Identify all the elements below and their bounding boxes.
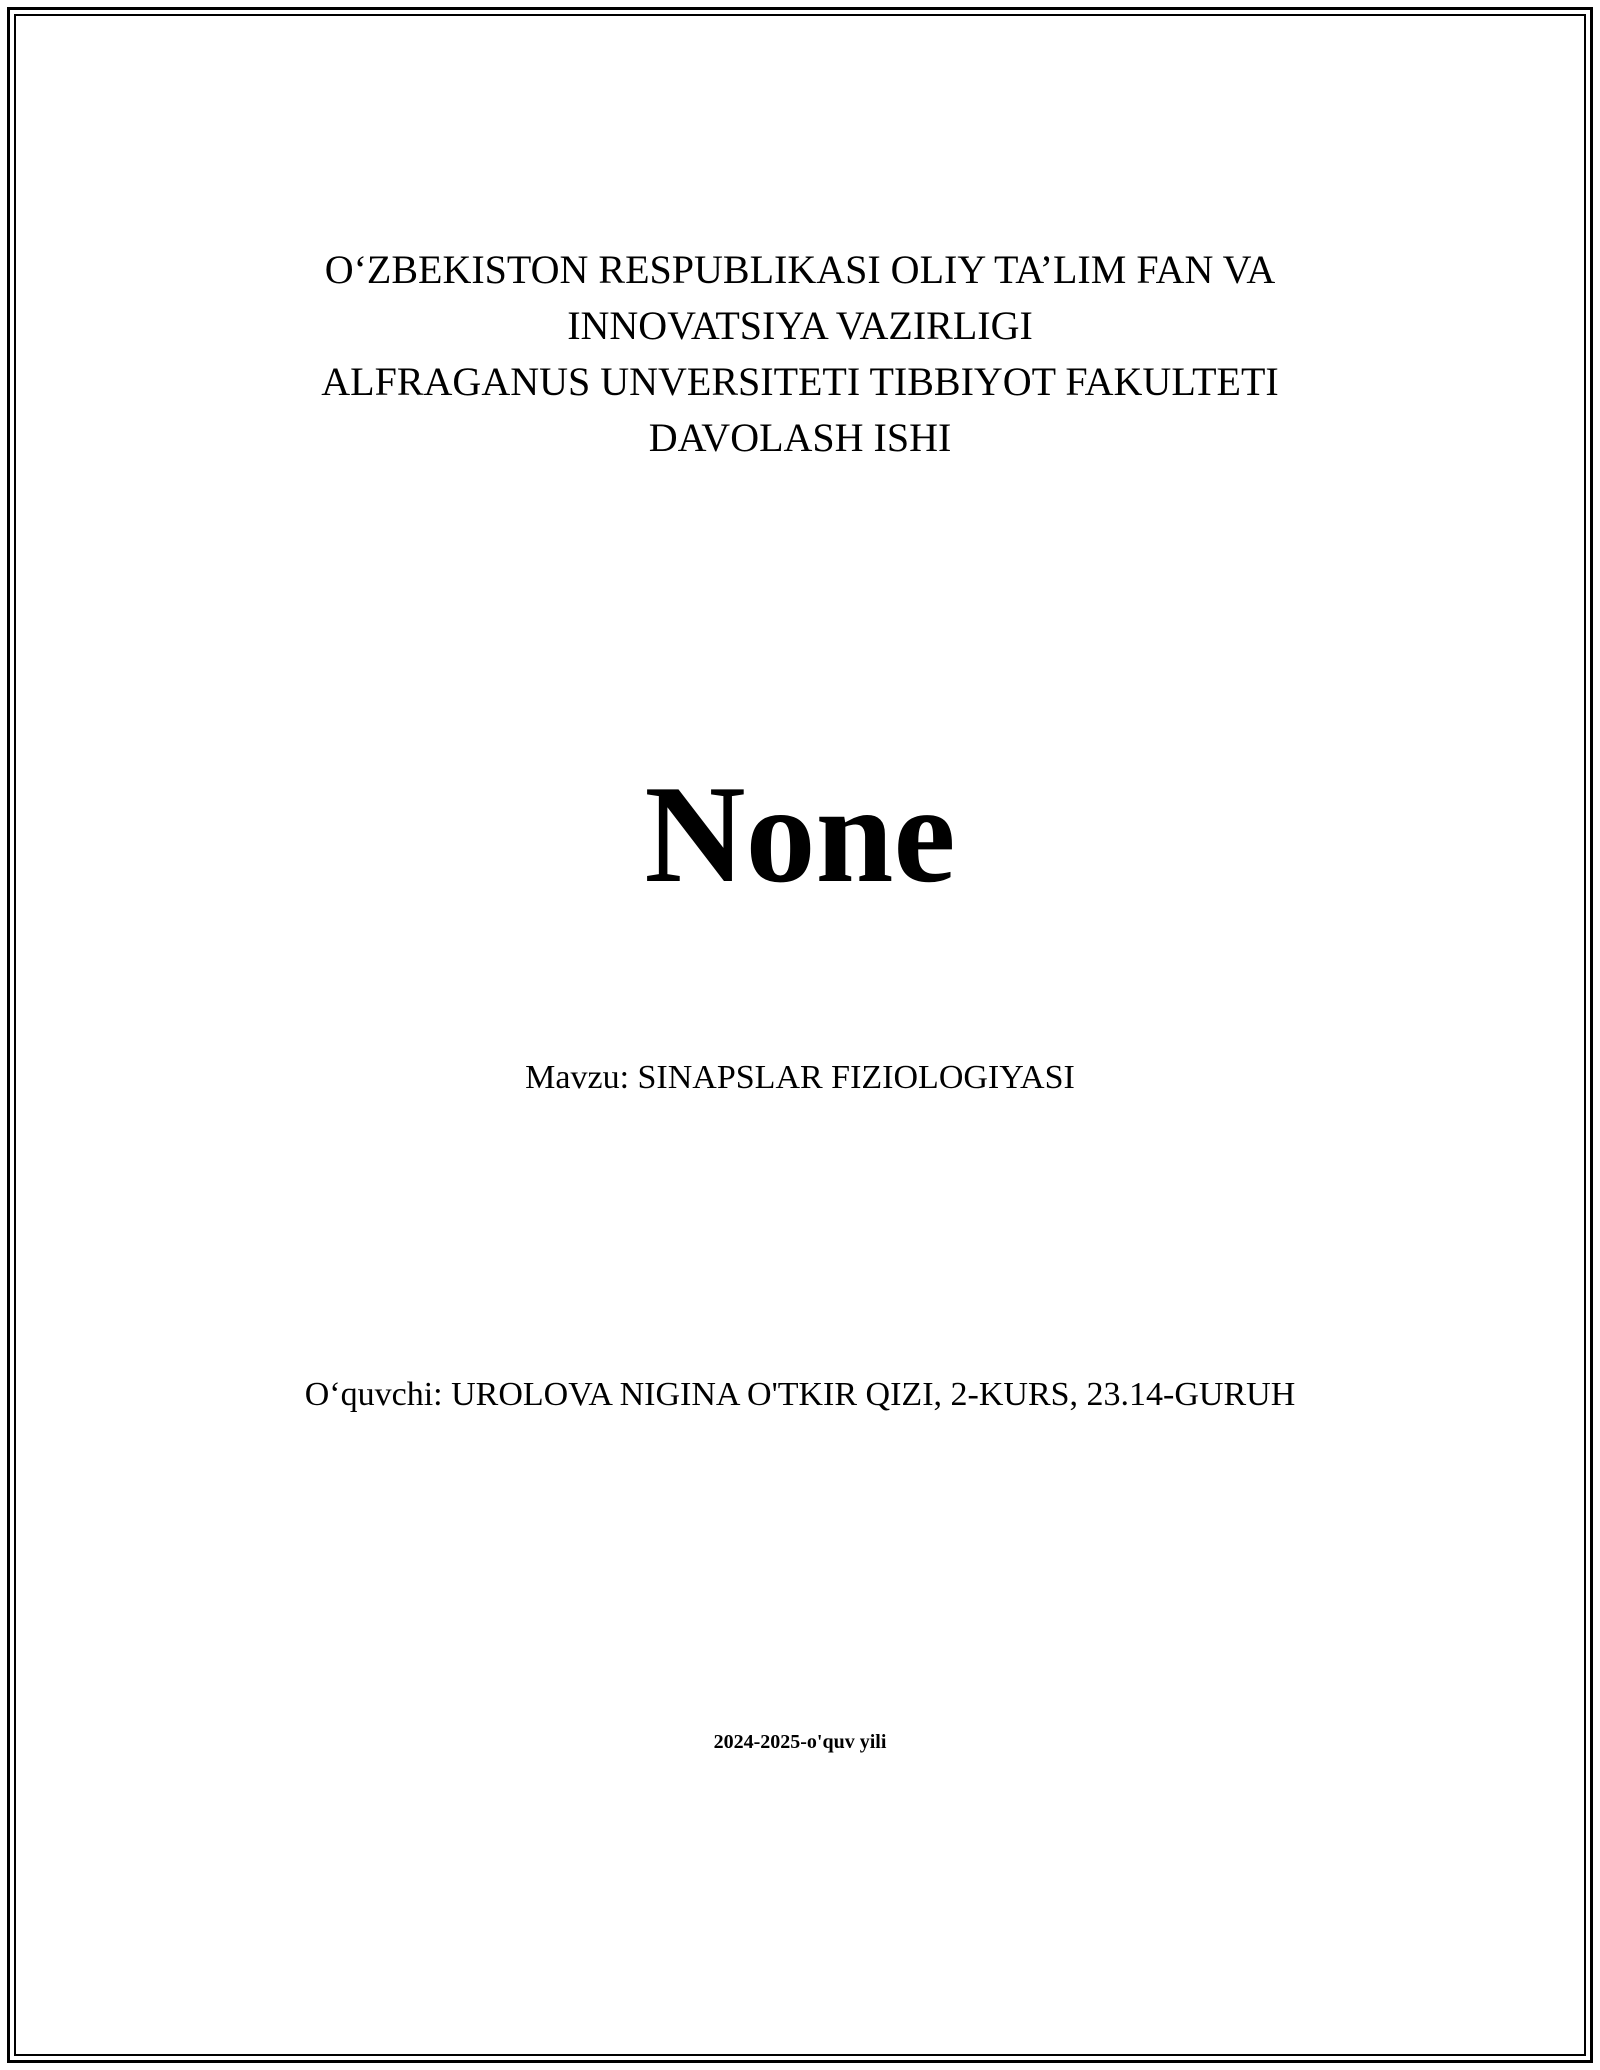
ministry-header [0,242,1600,466]
header-line-3: ALFRAGANUS UNVERSITETI TIBBIYOT FAKULTETI [321,359,1279,404]
topic-line: Mavzu: SINAPSLAR FIZIOLOGIYASI [525,1059,1075,1096]
academic-year: 2024-2025-o'quv yili [713,1731,887,1753]
header-line-2: INNOVATSIYA VAZIRLIGI [567,303,1033,348]
student-line: O‘quvchi: UROLOVA NIGINA O'TKIR QIZI, 2-KURS, 23.14-GURUH [304,1376,1296,1413]
header-line-1: O‘ZBEKISTON RESPUBLIKASI OLIY TA’LIM FAN VA [324,247,1276,292]
document-title: None [644,757,956,912]
header-line-4: DAVOLASH ISHI [648,415,952,460]
